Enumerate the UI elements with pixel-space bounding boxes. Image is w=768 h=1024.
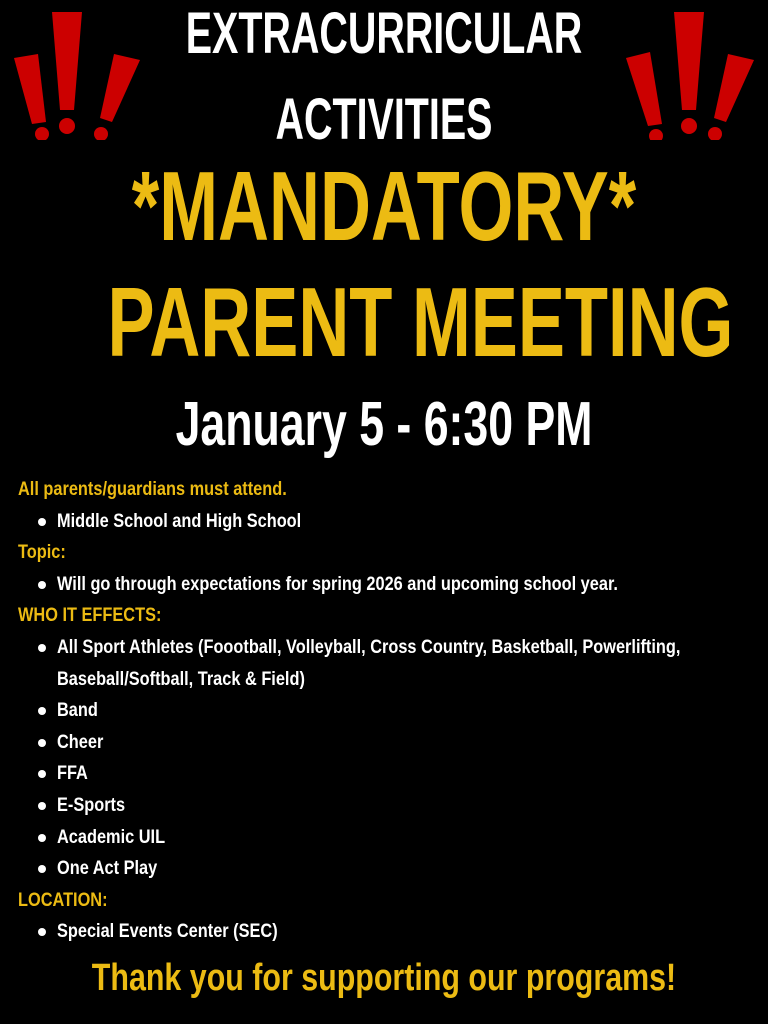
meeting-date-time: January 5 - 6:30 PM bbox=[175, 390, 593, 459]
thank-you-message: Thank you for supporting our programs! bbox=[91, 957, 677, 999]
title-line-1: EXTRACURRICULAR bbox=[185, 1, 583, 66]
bullet-icon bbox=[38, 644, 46, 652]
topic-label: Topic: bbox=[18, 542, 66, 564]
bullet-icon bbox=[38, 739, 46, 747]
bullet-icon bbox=[38, 865, 46, 873]
parent-meeting-heading: PARENT MEETING bbox=[107, 267, 734, 377]
details-block bbox=[18, 474, 758, 948]
list-item: Special Events Center (SEC) bbox=[18, 916, 758, 948]
bullet-icon bbox=[38, 581, 46, 589]
list-item: E-Sports bbox=[18, 790, 758, 822]
bullet-icon bbox=[38, 802, 46, 810]
mandatory-heading: *MANDATORY* bbox=[131, 151, 637, 261]
bullet-icon bbox=[38, 770, 46, 778]
list-item: FFA bbox=[18, 758, 758, 790]
list-item: Will go through expectations for spring 2026 and upcoming school year. bbox=[18, 569, 758, 601]
location-label: LOCATION: bbox=[18, 889, 108, 911]
list-item: Academic UIL bbox=[18, 822, 758, 854]
bullet-icon bbox=[38, 518, 46, 526]
bullet-icon bbox=[38, 707, 46, 715]
bullet-icon bbox=[38, 834, 46, 842]
title-line-2: ACTIVITIES bbox=[275, 87, 493, 152]
effects-label: WHO IT EFFECTS: bbox=[18, 605, 162, 627]
list-item: Middle School and High School bbox=[18, 506, 758, 538]
attend-label: All parents/guardians must attend. bbox=[18, 479, 287, 500]
list-item: All Sport Athletes (Foootball, Volleyball, Cross Country, Basketball, Powerlifting, Baseball/Softball, Track & Field) bbox=[18, 632, 758, 695]
list-item: One Act Play bbox=[18, 853, 758, 885]
bullet-icon bbox=[38, 928, 46, 936]
list-item: Cheer bbox=[18, 727, 758, 759]
list-item: Band bbox=[18, 695, 758, 727]
